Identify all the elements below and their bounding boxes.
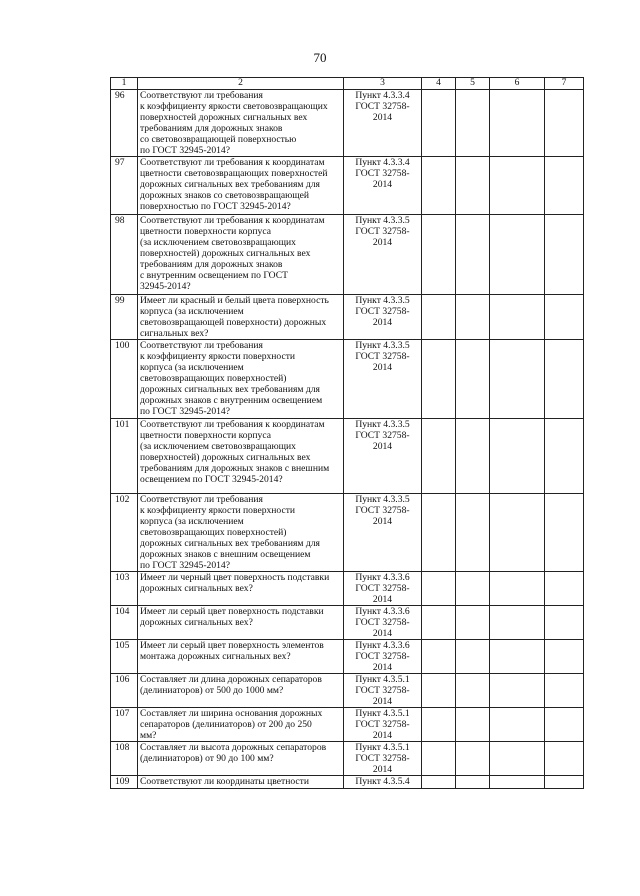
empty-cell <box>422 340 456 419</box>
empty-cell <box>490 640 545 674</box>
empty-cell <box>545 708 584 742</box>
empty-cell <box>456 340 490 419</box>
empty-cell <box>422 776 456 789</box>
reference-cell: Пункт 4.3.3.6 ГОСТ 32758- 2014 <box>344 572 422 606</box>
question-cell: Имеет ли красный и белый цвета поверхность корпуса (за исключением световозвращающей поверхности) дорожных сигнальных вех? <box>138 295 344 340</box>
empty-cell <box>456 90 490 157</box>
row-number: 96 <box>111 90 138 157</box>
empty-cell <box>545 340 584 419</box>
empty-cell <box>422 90 456 157</box>
row-number: 105 <box>111 640 138 674</box>
row-number: 106 <box>111 674 138 708</box>
empty-cell <box>490 674 545 708</box>
empty-cell <box>422 419 456 494</box>
empty-cell <box>490 606 545 640</box>
column-header: 3 <box>344 78 422 90</box>
reference-cell: Пункт 4.3.3.4 ГОСТ 32758- 2014 <box>344 157 422 215</box>
column-header: 2 <box>138 78 344 90</box>
row-number: 98 <box>111 215 138 295</box>
empty-cell <box>422 215 456 295</box>
table-row <box>111 215 584 295</box>
empty-cell <box>545 157 584 215</box>
row-number: 102 <box>111 494 138 572</box>
empty-cell <box>545 776 584 789</box>
reference-cell: Пункт 4.3.5.1 ГОСТ 32758- 2014 <box>344 742 422 776</box>
empty-cell <box>490 340 545 419</box>
row-number: 100 <box>111 340 138 419</box>
table-row <box>111 494 584 572</box>
empty-cell <box>545 640 584 674</box>
row-number: 108 <box>111 742 138 776</box>
empty-cell <box>422 494 456 572</box>
empty-cell <box>545 606 584 640</box>
reference-cell: Пункт 4.3.3.5 ГОСТ 32758- 2014 <box>344 295 422 340</box>
empty-cell <box>490 157 545 215</box>
empty-cell <box>545 674 584 708</box>
question-cell: Имеет ли черный цвет поверхность подставки дорожных сигнальных вех? <box>138 572 344 606</box>
table-row <box>111 742 584 776</box>
question-cell: Соответствуют ли координаты цветности <box>138 776 344 789</box>
column-header: 6 <box>490 78 545 90</box>
empty-cell <box>545 90 584 157</box>
row-number: 99 <box>111 295 138 340</box>
table-row <box>111 640 584 674</box>
question-cell: Соответствуют ли требования к коэффициенту яркости поверхности корпуса (за исключением световозвращающих поверхностей) дорожных сигнальных вех требованиям для дорожных знаков с внутренним освещением по ГОСТ 32945-2014? <box>138 340 344 419</box>
empty-cell <box>545 419 584 494</box>
empty-cell <box>422 640 456 674</box>
reference-cell: Пункт 4.3.3.6 ГОСТ 32758- 2014 <box>344 640 422 674</box>
empty-cell <box>490 572 545 606</box>
empty-cell <box>456 742 490 776</box>
question-cell: Соответствуют ли требования к координатам цветности световозвращающих поверхностей дорожных сигнальных вех требованиям для дорожных знаков со световозвращающей поверхностью по ГОСТ 32945-2014? <box>138 157 344 215</box>
empty-cell <box>422 708 456 742</box>
empty-cell <box>422 606 456 640</box>
column-header: 1 <box>111 78 138 90</box>
row-number: 107 <box>111 708 138 742</box>
row-number: 97 <box>111 157 138 215</box>
page-number: 70 <box>313 50 327 65</box>
question-cell: Соответствуют ли требования к координатам цветности поверхности корпуса (за исключением световозвращающих поверхностей) дорожных сигнальных вех требованиям для дорожных знаков с внутренним освещением по ГОСТ 32945-2014? <box>138 215 344 295</box>
empty-cell <box>422 157 456 215</box>
reference-cell: Пункт 4.3.3.6 ГОСТ 32758- 2014 <box>344 606 422 640</box>
row-number: 109 <box>111 776 138 789</box>
empty-cell <box>422 742 456 776</box>
empty-cell <box>456 708 490 742</box>
empty-cell <box>545 215 584 295</box>
row-number: 104 <box>111 606 138 640</box>
table-row <box>111 90 584 157</box>
question-cell: Составляет ли высота дорожных сепараторов (делиниаторов) от 90 до 100 мм? <box>138 742 344 776</box>
question-cell: Составляет ли длина дорожных сепараторов (делиниаторов) от 500 до 1000 мм? <box>138 674 344 708</box>
empty-cell <box>456 640 490 674</box>
column-header: 7 <box>545 78 584 90</box>
empty-cell <box>422 295 456 340</box>
empty-cell <box>456 494 490 572</box>
empty-cell <box>456 674 490 708</box>
question-cell: Составляет ли ширина основания дорожных сепараторов (делиниаторов) от 200 до 250 мм? <box>138 708 344 742</box>
question-cell: Соответствуют ли требования к коэффициенту яркости световозвращающих поверхностей дорожных сигнальных вех требованиям для дорожных знаков со световозвращающей поверхностью по ГОСТ 32945-2014? <box>138 90 344 157</box>
reference-cell: Пункт 4.3.5.1 ГОСТ 32758- 2014 <box>344 708 422 742</box>
reference-cell: Пункт 4.3.5.1 ГОСТ 32758- 2014 <box>344 674 422 708</box>
empty-cell <box>456 295 490 340</box>
reference-cell: Пункт 4.3.3.5 ГОСТ 32758- 2014 <box>344 340 422 419</box>
reference-cell: Пункт 4.3.3.5 ГОСТ 32758- 2014 <box>344 419 422 494</box>
empty-cell <box>490 776 545 789</box>
table-row <box>111 606 584 640</box>
empty-cell <box>490 419 545 494</box>
table-body <box>111 90 584 789</box>
empty-cell <box>456 776 490 789</box>
column-header: 5 <box>456 78 490 90</box>
empty-cell <box>456 215 490 295</box>
reference-cell: Пункт 4.3.5.4 <box>344 776 422 789</box>
question-cell: Имеет ли серый цвет поверхность элементов монтажа дорожных сигнальных вех? <box>138 640 344 674</box>
table-row <box>111 708 584 742</box>
column-header: 4 <box>422 78 456 90</box>
table-row <box>111 776 584 789</box>
empty-cell <box>456 606 490 640</box>
reference-cell: Пункт 4.3.3.5 ГОСТ 32758- 2014 <box>344 215 422 295</box>
table-row <box>111 674 584 708</box>
empty-cell <box>422 674 456 708</box>
empty-cell <box>545 572 584 606</box>
question-cell: Соответствуют ли требования к коэффициенту яркости поверхности корпуса (за исключением световозвращающих поверхностей) дорожных сигнальных вех требованиям для дорожных знаков с внешним освещением по ГОСТ 32945-2014? <box>138 494 344 572</box>
empty-cell <box>490 215 545 295</box>
checklist-table <box>110 77 584 789</box>
empty-cell <box>490 90 545 157</box>
reference-cell: Пункт 4.3.3.5 ГОСТ 32758- 2014 <box>344 494 422 572</box>
empty-cell <box>490 494 545 572</box>
table-row <box>111 419 584 494</box>
row-number: 103 <box>111 572 138 606</box>
empty-cell <box>490 708 545 742</box>
table-row <box>111 572 584 606</box>
reference-cell: Пункт 4.3.3.4 ГОСТ 32758- 2014 <box>344 90 422 157</box>
question-cell: Соответствуют ли требования к координатам цветности поверхности корпуса (за исключением световозвращающих поверхностей) дорожных сигнальных вех требованиям для дорожных знаков с внешним освещением по ГОСТ 32945-2014? <box>138 419 344 494</box>
table-row <box>111 295 584 340</box>
row-number: 101 <box>111 419 138 494</box>
table-row <box>111 157 584 215</box>
empty-cell <box>545 742 584 776</box>
empty-cell <box>456 572 490 606</box>
table-header-row <box>111 78 584 90</box>
table-row <box>111 340 584 419</box>
empty-cell <box>422 572 456 606</box>
empty-cell <box>490 295 545 340</box>
empty-cell <box>545 295 584 340</box>
empty-cell <box>490 742 545 776</box>
question-cell: Имеет ли серый цвет поверхность подставки дорожных сигнальных вех? <box>138 606 344 640</box>
empty-cell <box>456 419 490 494</box>
empty-cell <box>456 157 490 215</box>
empty-cell <box>545 494 584 572</box>
